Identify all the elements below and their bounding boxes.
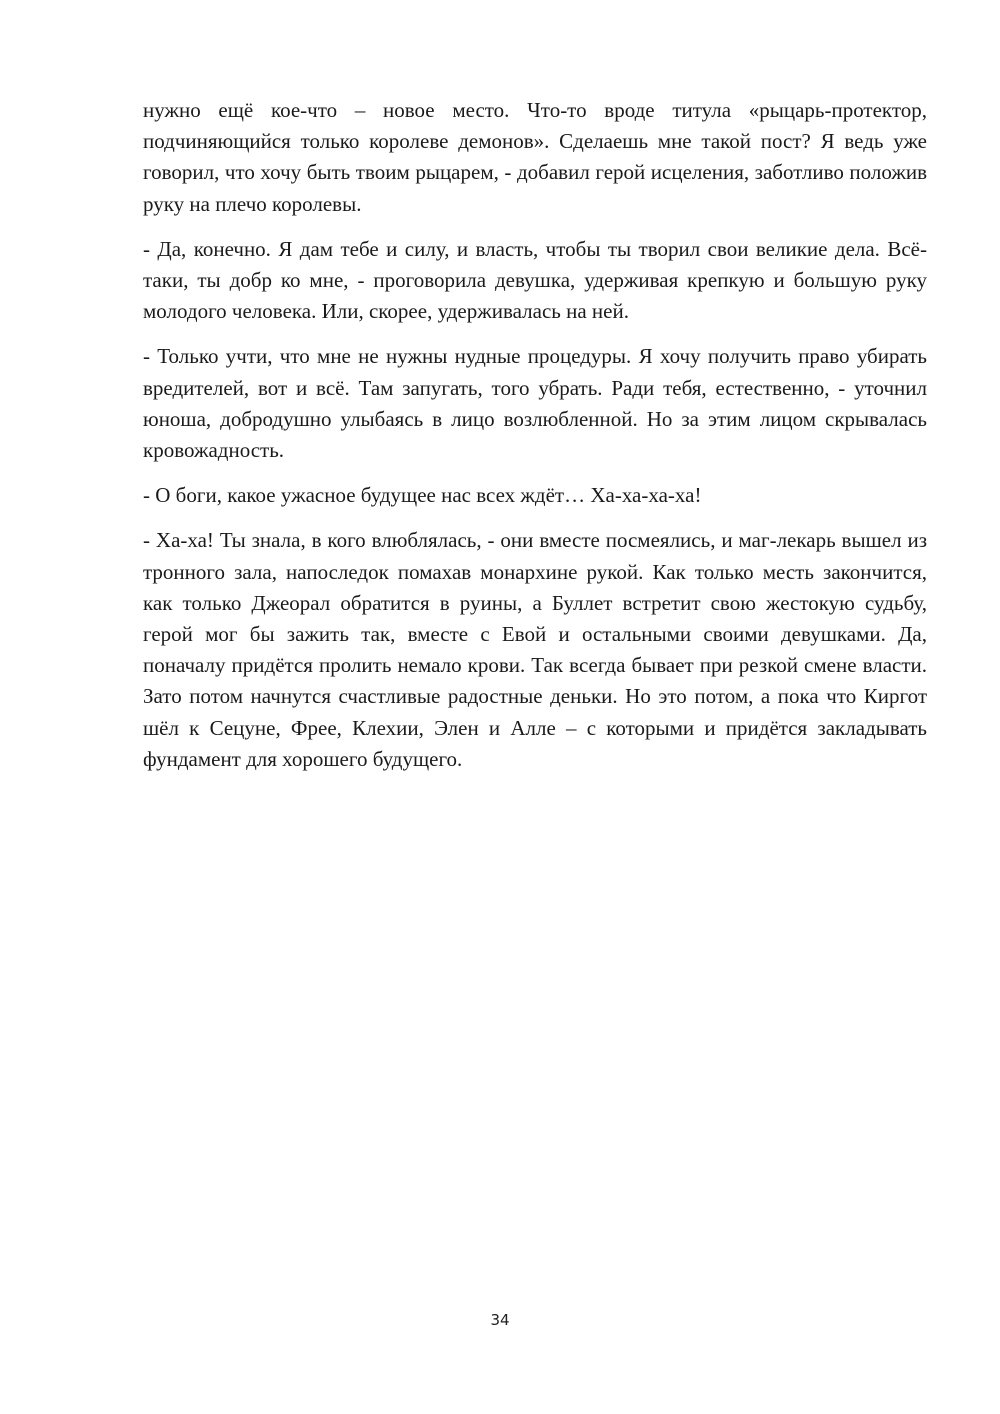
paragraph: - Да, конечно. Я дам тебе и силу, и власть, чтобы ты творил свои великие дела. Всё-таки, ты добр ко мне, - проговорила девушка, удерживая крепкую и большую руку молодого человека. Или, скорее, удерживалась на ней. [143,236,927,324]
paragraph: - О боги, какое ужасное будущее нас всех ждёт… Ха-ха-ха-ха! [143,483,702,508]
page-number: 34 [490,1311,510,1329]
paragraph: нужно ещё кое-что – новое место. Что-то вроде титула «рыцарь-протектор, подчиняющийся только королеве демонов». Сделаешь мне такой пост? Я ведь уже говорил, что хочу быть твоим рыцарем, - добавил герой исцеления, заботливо положив руку на плечо королевы. [143,98,927,216]
body-text [143,95,927,789]
paragraph: - Только учти, что мне не нужны нудные процедуры. Я хочу получить право убирать вредителей, вот и всё. Там запугать, того убрать. Ради тебя, естественно, - уточнил юноша, добродушно улыбаясь в лицо возлюбленной. Но за этим лицом скрывалась кровожадность. [143,344,927,463]
paragraph: - Ха-ха! Ты знала, в кого влюблялась, - они вместе посмеялись, и маг-лекарь вышел из тронного зала, напоследок помахав монархине рукой. Как только месть закончится, как только Джеорал обратится в руины, а Буллет встретит свою жестокую судьбу, герой мог бы зажить так, вместе с Евой и остальными своими девушками. Да, поначалу придётся пролить немало крови. Так всегда бывает при резкой смене власти. Зато потом начнутся счастливые радостные деньки. Но это потом, а пока что Киргот шёл к Сецуне, Фрее, Клехии, Элен и Алле – с которыми и придётся закладывать фундамент для хорошего будущего. [143,528,927,771]
